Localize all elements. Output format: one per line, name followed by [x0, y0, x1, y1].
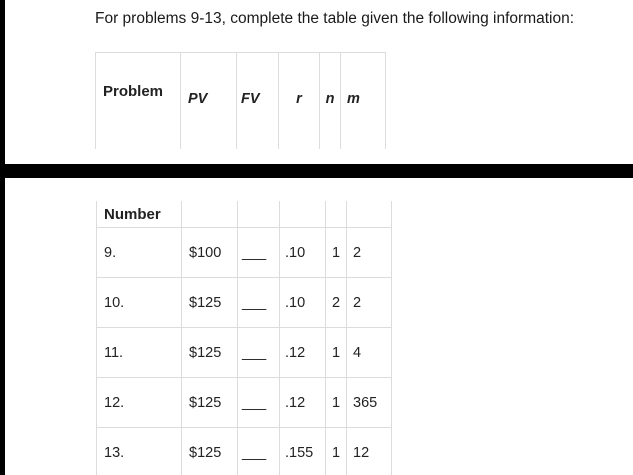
problem-table — [96, 201, 392, 475]
table-row — [97, 328, 392, 378]
rate-cell: .12 — [280, 378, 326, 428]
rate-cell: .10 — [280, 278, 326, 328]
fv-blank[interactable]: ___ — [238, 378, 280, 428]
m-cell: 2 — [347, 228, 392, 278]
m-cell: 4 — [347, 328, 392, 378]
n-cell: 1 — [326, 378, 347, 428]
page-bottom — [5, 178, 633, 475]
table-row — [97, 428, 392, 475]
problem-number: 11. — [97, 328, 182, 378]
table-row — [97, 228, 392, 278]
header-row — [96, 53, 386, 150]
rate-cell: .155 — [280, 428, 326, 475]
fv-blank[interactable]: ___ — [238, 228, 280, 278]
pv-cell: $125 — [182, 278, 238, 328]
fv-blank[interactable]: ___ — [238, 328, 280, 378]
header-problem: Problem — [96, 53, 181, 150]
pv-cell: $125 — [182, 428, 238, 475]
n-cell: 1 — [326, 328, 347, 378]
problem-number: 12. — [97, 378, 182, 428]
n-cell: 2 — [326, 278, 347, 328]
pv-cell: $125 — [182, 328, 238, 378]
table-row — [97, 378, 392, 428]
problem-number: 10. — [97, 278, 182, 328]
m-cell: 365 — [347, 378, 392, 428]
m-cell: 2 — [347, 278, 392, 328]
fv-blank[interactable]: ___ — [238, 428, 280, 475]
pv-cell: $100 — [182, 228, 238, 278]
instruction-text: For problems 9-13, complete the table given the following information: — [95, 10, 575, 27]
header-n: n — [320, 53, 341, 150]
rate-cell: .10 — [280, 228, 326, 278]
page-top — [5, 0, 633, 164]
n-cell: 1 — [326, 228, 347, 278]
header-fv: FV — [237, 53, 279, 150]
problem-number: 9. — [97, 228, 182, 278]
problem-number: 13. — [97, 428, 182, 475]
table-row — [97, 278, 392, 328]
rate-cell: .12 — [280, 328, 326, 378]
header-row-continued — [97, 201, 392, 228]
m-cell: 12 — [347, 428, 392, 475]
n-cell: 1 — [326, 428, 347, 475]
header-m: m — [341, 53, 386, 150]
header-table — [95, 52, 386, 149]
pv-cell: $125 — [182, 378, 238, 428]
header-r: r — [279, 53, 320, 150]
fv-blank[interactable]: ___ — [238, 278, 280, 328]
header-number: Number — [97, 201, 182, 228]
header-pv: PV — [181, 53, 237, 150]
